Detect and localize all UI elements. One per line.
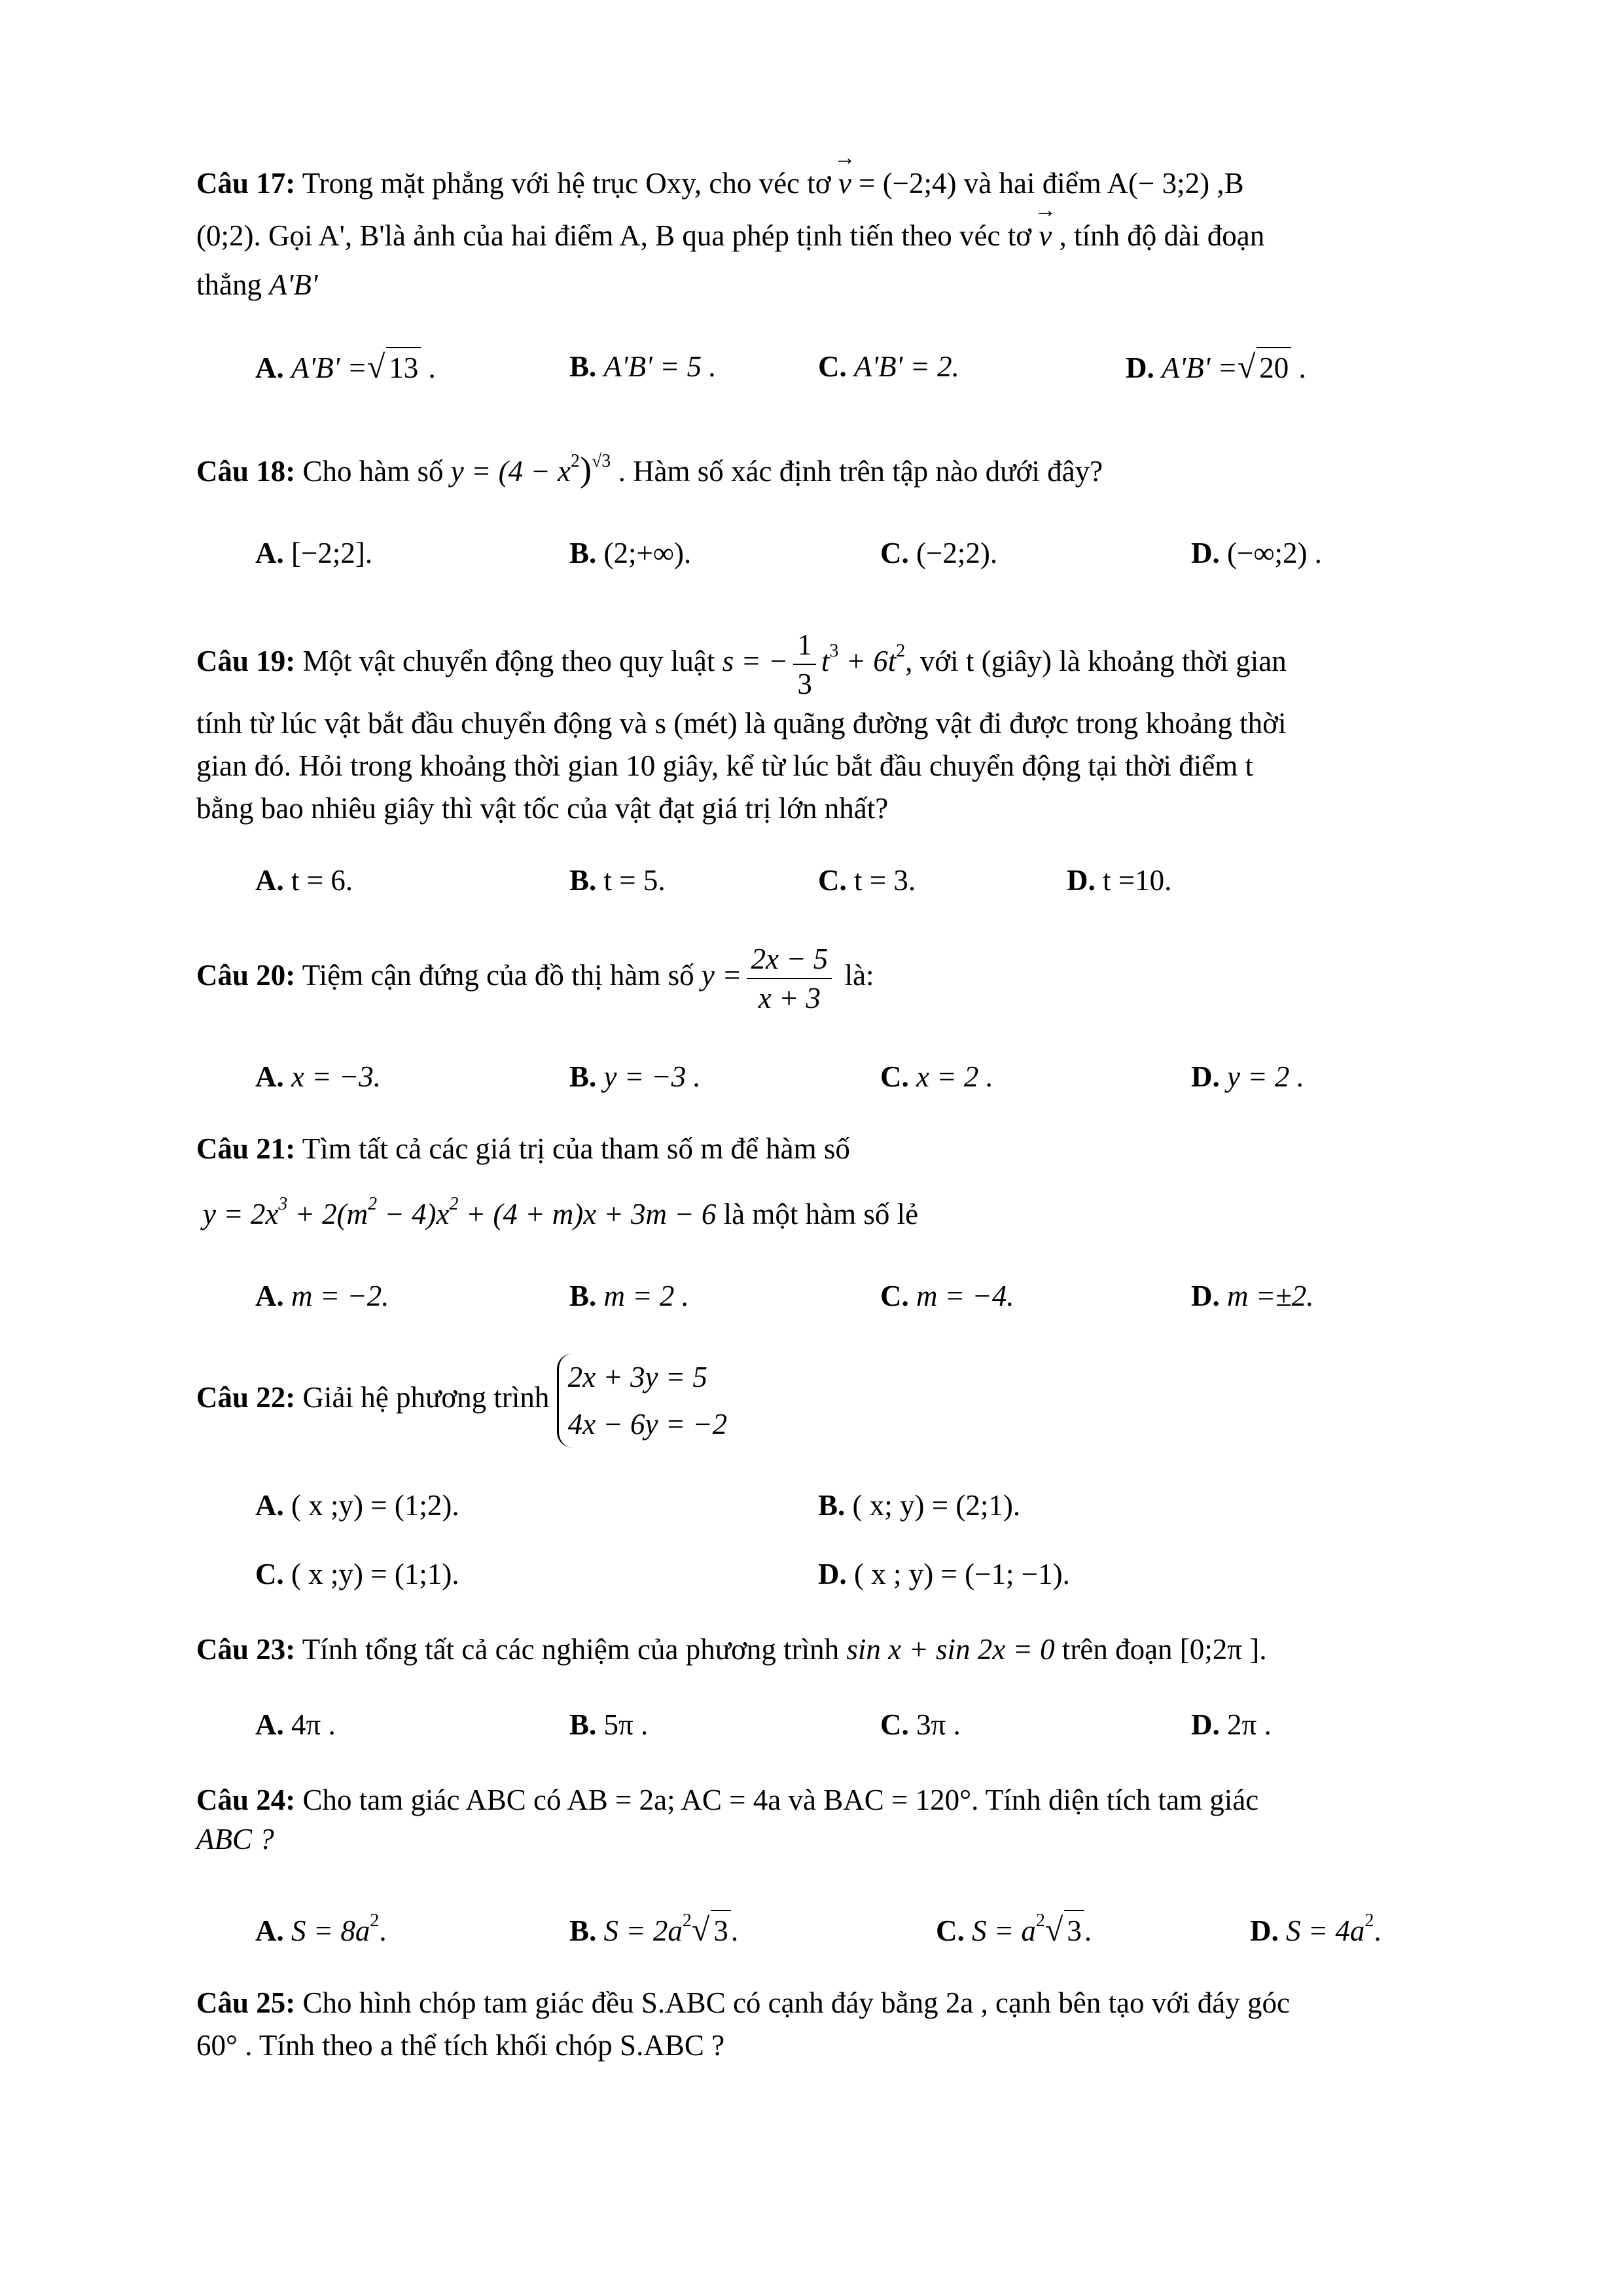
q21-line-1 xyxy=(196,1129,850,1168)
q19-option-d[interactable]: D. t =10. xyxy=(1067,864,1172,897)
q23-equation: sin x + sin 2x = 0 xyxy=(846,1633,1055,1666)
q25-line-1 xyxy=(196,1983,1290,2022)
q17-option-c[interactable]: C. A'B' = 2. xyxy=(818,350,959,383)
q20-text-1: Tiệm cận đứng của đồ thị hàm số xyxy=(302,959,694,992)
q18-exponent: √3 xyxy=(591,451,611,471)
q21-text-1: Tìm tất cả các giá trị của tham số m để hàm số xyxy=(302,1132,850,1165)
q17-option-a[interactable]: A. A'B' =√ 13 . xyxy=(255,347,436,387)
q20-label: Câu 20: xyxy=(196,959,296,992)
q18-line-1: Câu 18: Cho hàm số $y = (4 - x^2)^{√3}$ . Hàm số xác định trên tập nào dưới đây? xyxy=(196,450,1103,489)
q23-option-a[interactable]: A. 4π . xyxy=(255,1708,336,1741)
q22-equation-1: 2x + 3y = 5 xyxy=(567,1360,707,1393)
q18-text-2: . Hàm số xác định trên tập nào dưới đây? xyxy=(618,455,1103,488)
q22-option-b[interactable]: B. ( x; y) = (2;1). xyxy=(818,1489,1021,1522)
q17-line-3 xyxy=(196,265,317,304)
q21-equation: $y = 2x^3 + 2(m^2 - 4)x^2 + (4 + m)x + 3m - 6$ xyxy=(203,1194,717,1230)
q18-label: Câu 18: xyxy=(196,455,296,488)
q21-option-c[interactable]: C. m = −4. xyxy=(880,1280,1014,1312)
q22-system xyxy=(557,1354,728,1448)
q20-text-2: là: xyxy=(844,959,874,992)
q17-line-1 xyxy=(196,164,1244,203)
q19-option-c[interactable]: C. t = 3. xyxy=(818,864,916,897)
q18-option-a[interactable]: A. [−2;2]. xyxy=(255,537,373,569)
q17-text-3: (0;2). Gọi A', B'là ảnh của hai điểm A, B qua phép tịnh tiến theo véc tơ xyxy=(196,219,1031,252)
q24-label: Câu 24: xyxy=(196,1784,296,1816)
q20-option-b[interactable]: B. y = −3 . xyxy=(569,1060,701,1093)
q24-line-1 xyxy=(196,1780,1258,1820)
q23-line-1 xyxy=(196,1630,1267,1669)
q21-text-2: là một hàm số lẻ xyxy=(723,1198,919,1230)
q22-option-d[interactable]: D. ( x ; y) = (−1; −1). xyxy=(818,1558,1070,1590)
q19-line-1: Câu 19: Một vật chuyển động theo quy luật s = − $\frac{1}{3}$ $t^3 + 6t^2$, với t (giây) là khoảng thời gian xyxy=(196,612,1287,703)
q21-label: Câu 21: xyxy=(196,1132,296,1165)
q18-option-d[interactable]: D. (−∞;2) . xyxy=(1191,537,1322,569)
q23-option-d[interactable]: D. 2π . xyxy=(1191,1708,1272,1741)
q19-text-2: , với t (giây) là khoảng thời gian xyxy=(905,645,1287,677)
q19-line-3: gian đó. Hỏi trong khoảng thời gian 10 giây, kể từ lúc bắt đầu chuyển động tại thời điểm t xyxy=(196,749,1254,782)
q17-text-5: thẳng xyxy=(196,268,262,301)
q24-option-d[interactable]: D. $S = 4a^2$. xyxy=(1250,1910,1382,1947)
q23-option-c[interactable]: C. 3π . xyxy=(880,1708,961,1741)
q17-text-1: Trong mặt phẳng với hệ trục Oxy, cho véc tơ xyxy=(302,167,831,200)
q23-text-1: Tính tổng tất cả các nghiệm của phương trình xyxy=(302,1633,840,1666)
q25-text-1: Cho hình chóp tam giác đều S.ABC có cạnh đáy bằng 2a , cạnh bên tạo với đáy góc xyxy=(302,1986,1290,2019)
q23-text-2: trên đoạn [0;2π ]. xyxy=(1061,1633,1267,1666)
q21-option-d[interactable]: D. m =±2. xyxy=(1191,1280,1314,1312)
q24-line-2 xyxy=(196,1820,274,1859)
q23-option-b[interactable]: B. 5π . xyxy=(569,1708,649,1741)
q25-line-2: 60° . Tính theo a thể tích khối chóp S.ABC ? xyxy=(196,2029,725,2062)
q24-text-2: ABC ? xyxy=(196,1823,274,1856)
q20-option-d[interactable]: D. y = 2 . xyxy=(1191,1060,1304,1093)
q17-vector-v-2: → v xyxy=(1039,216,1052,255)
q18-option-c[interactable]: C. (−2;2). xyxy=(880,537,998,569)
q17-line-2 xyxy=(196,216,1264,255)
q17-vector-v: → v xyxy=(838,164,851,203)
q20-option-a[interactable]: A. x = −3. xyxy=(255,1060,381,1093)
q17-segment: A'B' xyxy=(269,268,318,301)
q22-option-a[interactable]: A. ( x ;y) = (1;2). xyxy=(255,1489,459,1522)
q19-text-1: Một vật chuyển động theo quy luật xyxy=(302,645,715,677)
q24-option-a[interactable]: A. $S = 8a^2$. xyxy=(255,1910,387,1947)
q17-option-d[interactable]: D. A'B' =√ 20 . xyxy=(1126,347,1306,387)
q22-line-1 xyxy=(196,1348,727,1448)
q20-line-1: Câu 20: Tiệm cận đứng của đồ thị hàm số y = $\frac{2x - 5}{x + 3}$ là: xyxy=(196,936,874,1017)
q19-option-a[interactable]: A. t = 6. xyxy=(255,864,353,897)
q23-label: Câu 23: xyxy=(196,1633,296,1666)
q17-option-b[interactable]: B. A'B' = 5 . xyxy=(569,350,717,383)
q24-option-b[interactable]: B. $S = 2a^2√$ 3. xyxy=(569,1901,738,1950)
q19-line-4: bằng bao nhiêu giây thì vật tốc của vật đạt giá trị lớn nhất? xyxy=(196,792,889,825)
q19-line-2: tính từ lúc vật bắt đầu chuyển động và s (mét) là quãng đường vật đi được trong khoảng thời xyxy=(196,707,1287,740)
q24-text-1: Cho tam giác ABC có AB = 2a; AC = 4a và BAC = 120°. Tính diện tích tam giác xyxy=(302,1784,1259,1816)
q22-option-c[interactable]: C. ( x ;y) = (1;1). xyxy=(255,1558,459,1590)
q17-label: Câu 17: xyxy=(196,167,296,200)
q17-text-4: , tính độ dài đoạn xyxy=(1059,219,1265,252)
q22-label: Câu 22: xyxy=(196,1381,296,1414)
q24-option-c[interactable]: C. $S = a^2√$ 3. xyxy=(936,1901,1092,1950)
q19-label: Câu 19: xyxy=(196,645,296,677)
q18-text-1: Cho hàm số xyxy=(302,455,444,488)
q18-option-b[interactable]: B. (2;+∞). xyxy=(569,537,692,569)
q21-option-b[interactable]: B. m = 2 . xyxy=(569,1280,689,1312)
q21-line-2 xyxy=(203,1185,918,1234)
q20-option-c[interactable]: C. x = 2 . xyxy=(880,1060,993,1093)
q19-option-b[interactable]: B. t = 5. xyxy=(569,864,666,897)
q22-equation-2: 4x − 6y = −2 xyxy=(567,1407,728,1441)
q17-text-2: = (−2;4) và hai điểm A(− 3;2) ,B xyxy=(859,167,1244,200)
q21-option-a[interactable]: A. m = −2. xyxy=(255,1280,389,1312)
q25-label: Câu 25: xyxy=(196,1986,296,2019)
q22-text-1: Giải hệ phương trình xyxy=(302,1381,550,1414)
q18-func: y = (4 − x xyxy=(450,455,571,488)
